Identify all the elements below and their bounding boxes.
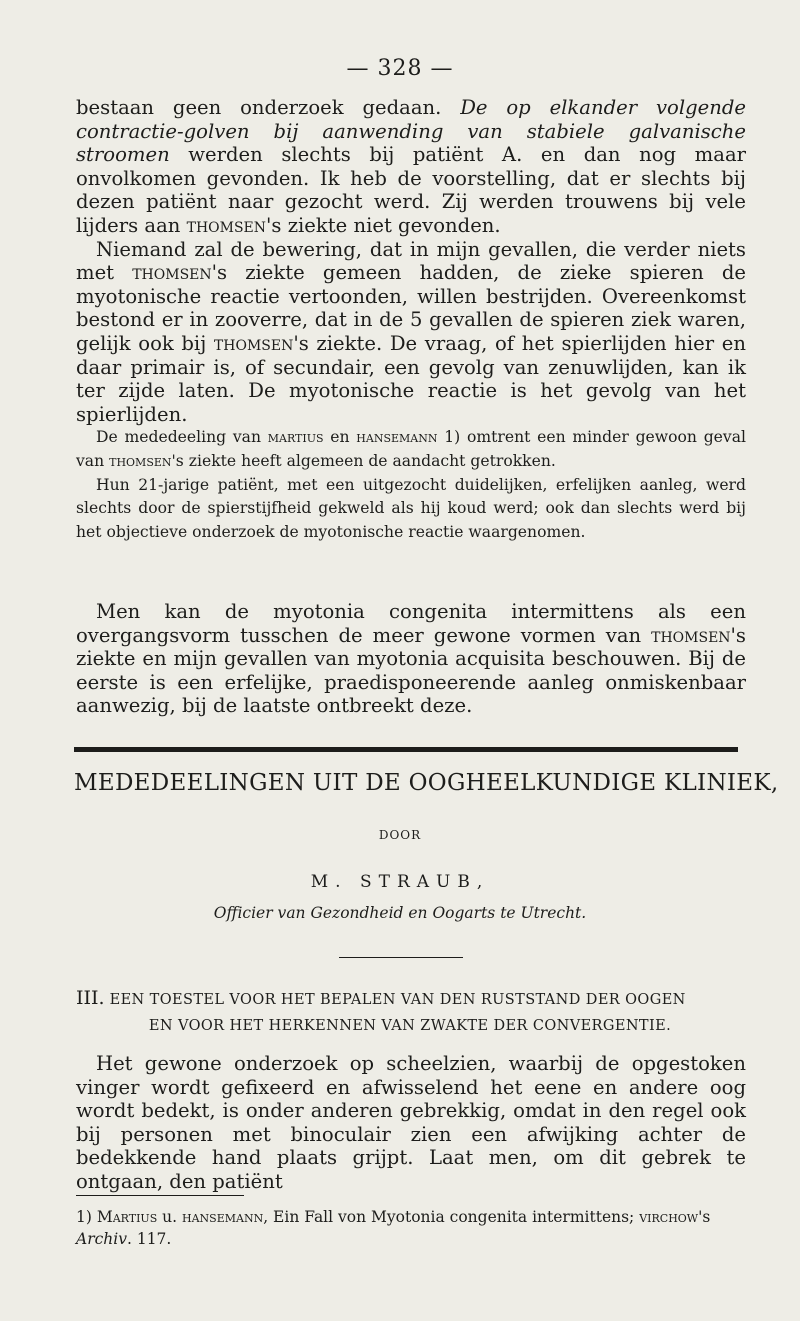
name-smallcaps: martius (267, 428, 324, 446)
text: . 117. (126, 1230, 172, 1248)
text: Niemand zal de bewering, dat in mijn gevallen, die verder niets met (76, 237, 746, 285)
text: 's (698, 1208, 711, 1226)
paragraph-conclusion (76, 600, 746, 718)
section-heading (76, 985, 744, 1039)
section-title-part-2: EN VOOR HET HERKENNEN VAN ZWAKTE DER CONVERGENTIE. (148, 1018, 672, 1034)
small-print-block (76, 426, 746, 545)
italic-text: Archiv (76, 1230, 127, 1248)
italic-text: De op elkander volgende contractie-golven bij aanwending van stabiele galvanische stroomen (76, 96, 746, 167)
name-smallcaps: thomsen (213, 331, 294, 355)
name-smallcaps: Martius (96, 1208, 158, 1226)
text: 's ziekte niet gevonden. (266, 213, 501, 237)
paragraph-martius-hansemann (76, 426, 746, 474)
name-smallcaps: thomsen (109, 451, 172, 470)
section-divider (74, 747, 738, 752)
top-text-block (76, 96, 746, 426)
footnote-divider (76, 1195, 244, 1196)
paragraph-patient-21: Hun 21-jarige patiënt, met een uitgezocht duidelijken, erfelijken aanleg, werd slechts door de spierstijfheid gekweld als hij koud werd; ook dan slechts werd bij het objectieve onderzoek de myotonische reactie waargenomen. (76, 475, 746, 542)
footnote (76, 1206, 746, 1250)
text: De mededeeling van (96, 428, 268, 446)
author-affiliation: Officier van Gezondheid en Oogarts te Utrecht. (213, 904, 587, 922)
text: 's ziekte gemeen hadden, de zieke spieren de myotonische reactie vertoonden, willen bestrijden. Overeenkomst bestond er in zooverre, dat in de 5 gevallen de spieren ziek waren, gelijk ook bij (76, 261, 746, 355)
text: Men kan de myotonia congenita intermittens als een overgangsvorm tusschen de meer gewone vormen van (76, 600, 746, 647)
name-smallcaps: thomsen (651, 623, 731, 647)
byline-door: DOOR (378, 828, 422, 842)
text: 1) (76, 1208, 97, 1226)
title-divider (339, 957, 463, 958)
section-heading-line-1 (76, 985, 744, 1013)
paragraph-myotonic-reaction (76, 238, 746, 427)
name-smallcaps: hansemann (356, 428, 438, 446)
text: 1) omtrent een minder gewoon geval van (76, 428, 746, 470)
section-title-part-1: EEN TOESTEL VOOR HET BEPALEN VAN DEN RUSTSTAND DER OOGEN (109, 992, 686, 1008)
name-smallcaps: thomsen (132, 261, 212, 285)
text: u. (157, 1208, 183, 1226)
text: 's ziekte heeft algemeen de aandacht getrokken. (171, 451, 556, 470)
author-name: M. STRAUB, (310, 872, 490, 892)
text: 's ziekte en mijn gevallen van myotonia acquisita beschouwen. Bij de eerste is een erfelijke, praedisponeerende aanleg onmiskenbaar aanwezig, bij de laatste ontbreekt deze. (76, 623, 746, 718)
text: en (323, 428, 357, 446)
body-block (76, 1052, 746, 1194)
section-number: III. (76, 987, 105, 1009)
text: werden slechts bij patiënt A. en dan nog maar onvolkomen gevonden. Ik heb de voorstelling, dat er slechts bij dezen patiënt naar gezocht werd. Zij werden trouwens bij vele lijders aan (76, 143, 746, 237)
name-smallcaps: thomsen (186, 213, 267, 237)
article-title: MEDEDEELINGEN UIT DE OOGHEELKUNDIGE KLINIEK, (74, 770, 779, 796)
text: bestaan geen onderzoek gedaan. (76, 96, 461, 119)
text: 's ziekte. De vraag, of het spierlijden hier en daar primair is, of secundair, een gevolg van zenuwlijden, kan ik ter zijde laten. De myotonische reactie is het gevolg van het spierlijden. (76, 331, 746, 426)
page-number: — 328 — (346, 56, 454, 81)
text: , Ein Fall von Myotonia congenita intermittens; (263, 1208, 640, 1226)
name-smallcaps: virchow (639, 1208, 699, 1226)
conclusion-block (76, 600, 746, 718)
paragraph-contraction-waves (76, 96, 746, 238)
name-smallcaps: hansemann (182, 1208, 264, 1226)
paragraph-squint-examination: Het gewone onderzoek op scheelzien, waarbij de opgestoken vinger wordt gefixeerd en afwisselend het eene en andere oog wordt bedekt, is onder anderen gebrekkig, omdat in den regel ook bij personen met binoculair zien een afwijking achter de bedekkende hand plaats grijpt. Laat men, om dit gebrek te ontgaan, den patiënt (76, 1052, 746, 1193)
